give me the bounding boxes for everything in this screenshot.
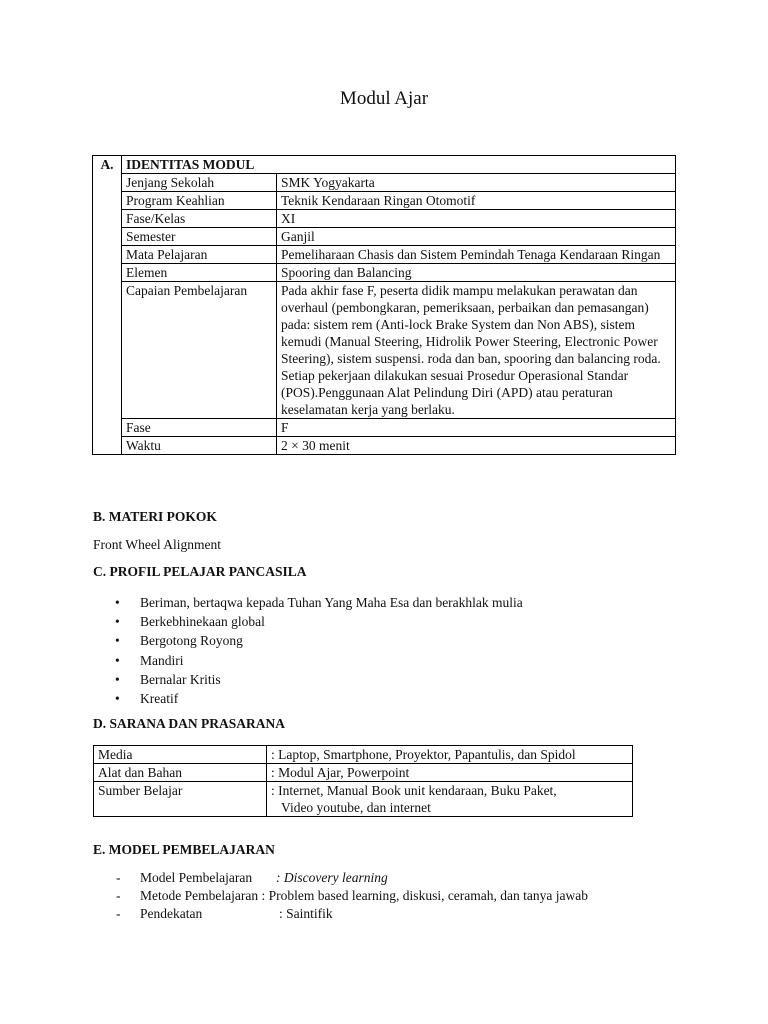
row-value-line: Video youtube, dan internet (281, 800, 431, 815)
row-label: Fase/Kelas (122, 210, 277, 228)
row-label: Fase (122, 419, 277, 437)
profil-pelajar-heading: C. PROFIL PELAJAR PANCASILA (93, 564, 307, 579)
row-value: F (277, 419, 676, 437)
row-value: Pada akhir fase F, peserta didik mampu melakukan perawatan dan overhaul (pembongkaran, pemeriksaan, perbaikan dan pemasangan) pada: sistem rem (Anti-lock Brake System dan Non ABS), sistem kemudi (Manual Steering, Hidrolik Power Steering, Electronic Power Steering), sistem suspensi. roda dan ban, spooring dan balancing roda. Setiap pekerjaan dilakukan sesuai Prosedur Operasional Standar (POS).Penggunaan Alat Pelindung Diri (APD) atau peraturan keselamatan kerja yang berlaku. (277, 282, 676, 419)
item-value: : Discovery learning (276, 870, 388, 885)
row-value: 2 × 30 menit (277, 437, 676, 455)
row-value-line: : Internet, Manual Book unit kendaraan, Buku Paket, (271, 783, 557, 798)
profil-pelajar-list (112, 593, 523, 708)
sarana-prasarana-table (93, 745, 633, 817)
row-value: XI (277, 210, 676, 228)
section-letter: A. (93, 156, 122, 455)
row-value: Teknik Kendaraan Ringan Otomotif (277, 192, 676, 210)
row-value (267, 782, 633, 817)
row-label: Program Keahlian (122, 192, 277, 210)
item-label: Metode Pembelajaran (140, 888, 259, 903)
table-row (94, 782, 633, 817)
list-item: • Kreatif (112, 689, 523, 708)
list-item: • Bernalar Kritis (112, 670, 523, 689)
model-pembelajaran-list (112, 869, 588, 923)
table-row (93, 437, 676, 455)
sarana-prasarana-heading: D. SARANA DAN PRASARANA (93, 716, 286, 731)
model-pembelajaran-heading: E. MODEL PEMBELAJARAN (93, 842, 275, 857)
table-row (93, 282, 676, 419)
item-value: : Saintifik (279, 906, 333, 921)
table-row (93, 264, 676, 282)
row-value: SMK Yogyakarta (277, 174, 676, 192)
row-label: Semester (122, 228, 277, 246)
identitas-modul-table (92, 155, 676, 455)
list-item: • Bergotong Royong (112, 631, 523, 650)
table-row (93, 192, 676, 210)
table-row (94, 746, 633, 764)
item-value: : Problem based learning, diskusi, ceramah, dan tanya jawab (261, 888, 588, 903)
row-value: : Modul Ajar, Powerpoint (267, 764, 633, 782)
list-item: • Beriman, bertaqwa kepada Tuhan Yang Maha Esa dan berakhlak mulia (112, 593, 523, 612)
row-value: Spooring dan Balancing (277, 264, 676, 282)
row-label: Alat dan Bahan (94, 764, 267, 782)
list-item (112, 887, 588, 905)
page-title: Modul Ajar (339, 88, 429, 109)
row-value: Pemeliharaan Chasis dan Sistem Pemindah Tenaga Kendaraan Ringan (277, 246, 676, 264)
row-value: : Laptop, Smartphone, Proyektor, Papantulis, dan Spidol (267, 746, 633, 764)
list-item: • Mandiri (112, 651, 523, 670)
row-label: Elemen (122, 264, 277, 282)
row-label: Media (94, 746, 267, 764)
row-label: Jenjang Sekolah (122, 174, 277, 192)
identitas-modul-heading: IDENTITAS MODUL (122, 156, 676, 174)
item-label: Pendekatan (140, 906, 203, 921)
table-row (93, 246, 676, 264)
table-row (93, 228, 676, 246)
materi-pokok-heading: B. MATERI POKOK (93, 509, 217, 524)
table-row (94, 764, 633, 782)
row-label: Mata Pelajaran (122, 246, 277, 264)
list-item: • Berkebhinekaan global (112, 612, 523, 631)
row-value: Ganjil (277, 228, 676, 246)
item-label: Model Pembelajaran (140, 870, 253, 885)
row-label: Sumber Belajar (94, 782, 267, 817)
row-label: Capaian Pembelajaran (122, 282, 277, 419)
table-row (93, 210, 676, 228)
list-item (112, 905, 588, 923)
materi-pokok-text: Front Wheel Alignment (93, 537, 221, 552)
list-item (112, 869, 588, 887)
table-row (93, 174, 676, 192)
row-label: Waktu (122, 437, 277, 455)
table-row (93, 419, 676, 437)
